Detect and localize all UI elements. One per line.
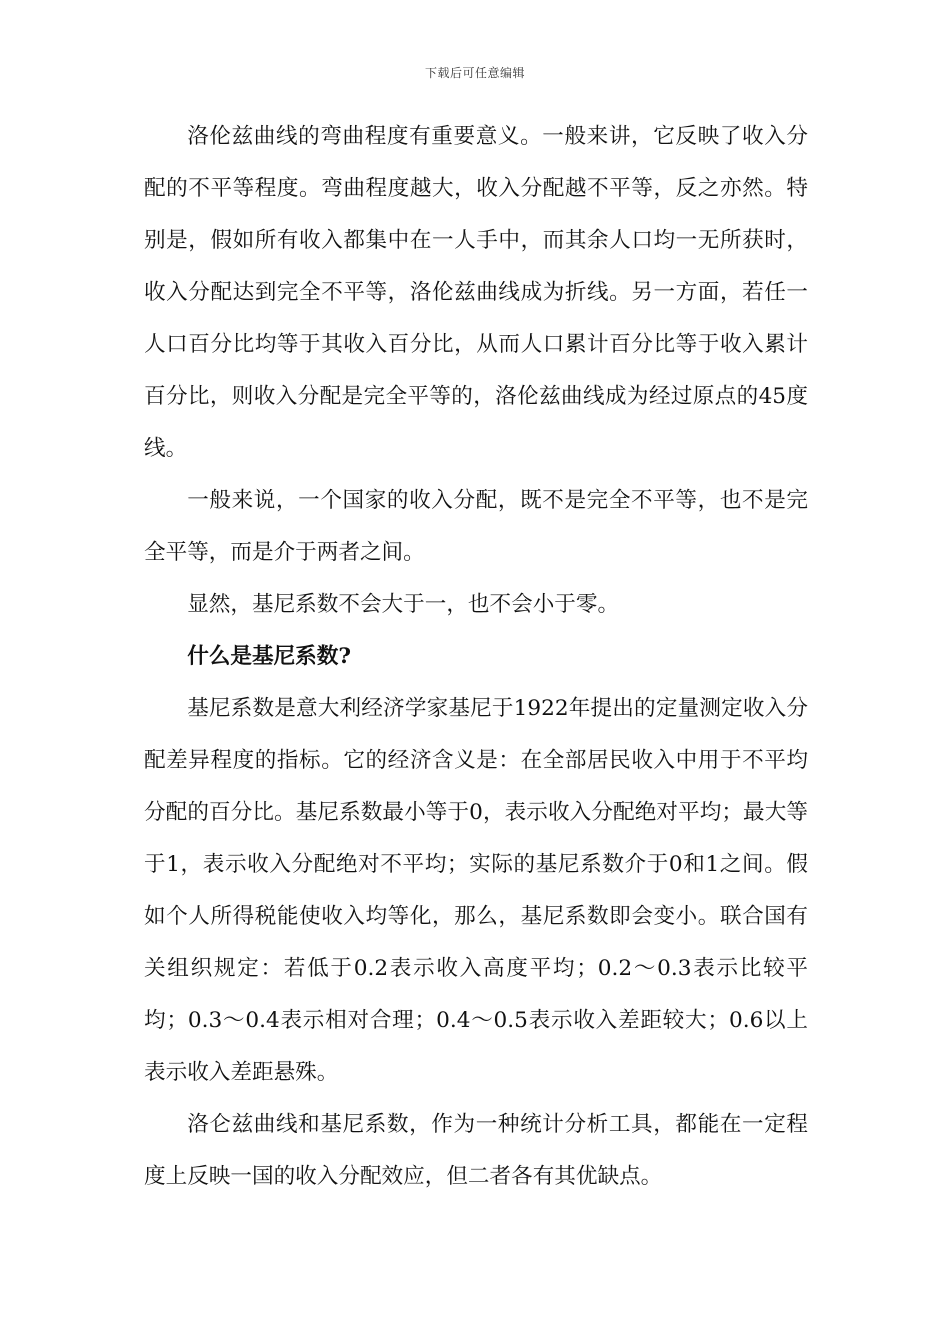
paragraph-tools-comparison: 洛仑兹曲线和基尼系数，作为一种统计分析工具，都能在一定程度上反映一国的收入分配效应，但二者各有其优缺点。 <box>144 1112 808 1189</box>
paragraph-lorenz-curvature: 洛伦兹曲线的弯曲程度有重要意义。一般来讲，它反映了收入分配的不平等程度。弯曲程度越大，收入分配越不平等，反之亦然。特别是，假如所有收入都集中在一人手中，而其余人口均一无所获时，收入分配达到完全不平等，洛伦兹曲线成为折线。另一方面，若任一人口百分比均等于其收入百分比，从而人口累计百分比等于收入累计百分比，则收入分配是完全平等的，洛伦兹曲线成为经过原点的45度线。 <box>144 124 808 461</box>
paragraph-general-distribution: 一般来说，一个国家的收入分配，既不是完全不平等，也不是完全平等，而是介于两者之间。 <box>144 488 808 565</box>
paragraph-gini-range: 显然，基尼系数不会大于一，也不会小于零。 <box>187 592 620 617</box>
document-body <box>144 111 808 1203</box>
section-heading-gini: 什么是基尼系数? <box>187 644 351 669</box>
page-header: 下载后可任意编辑 <box>424 66 525 80</box>
paragraph-gini-definition: 基尼系数是意大利经济学家基尼于1922年提出的定量测定收入分配差异程度的指标。它的经济含义是：在全部居民收入中用于不平均分配的百分比。基尼系数最小等于0，表示收入分配绝对平均；最大等于1，表示收入分配绝对不平均；实际的基尼系数介于0和1之间。假如个人所得税能使收入均等化，那么，基尼系数即会变小。联合国有关组织规定：若低于0.2表示收入高度平均；0.2～0.3表示比较平均；0.3～0.4表示相对合理；0.4～0.5表示收入差距较大；0.6以上表示收入差距悬殊。 <box>144 696 808 1085</box>
